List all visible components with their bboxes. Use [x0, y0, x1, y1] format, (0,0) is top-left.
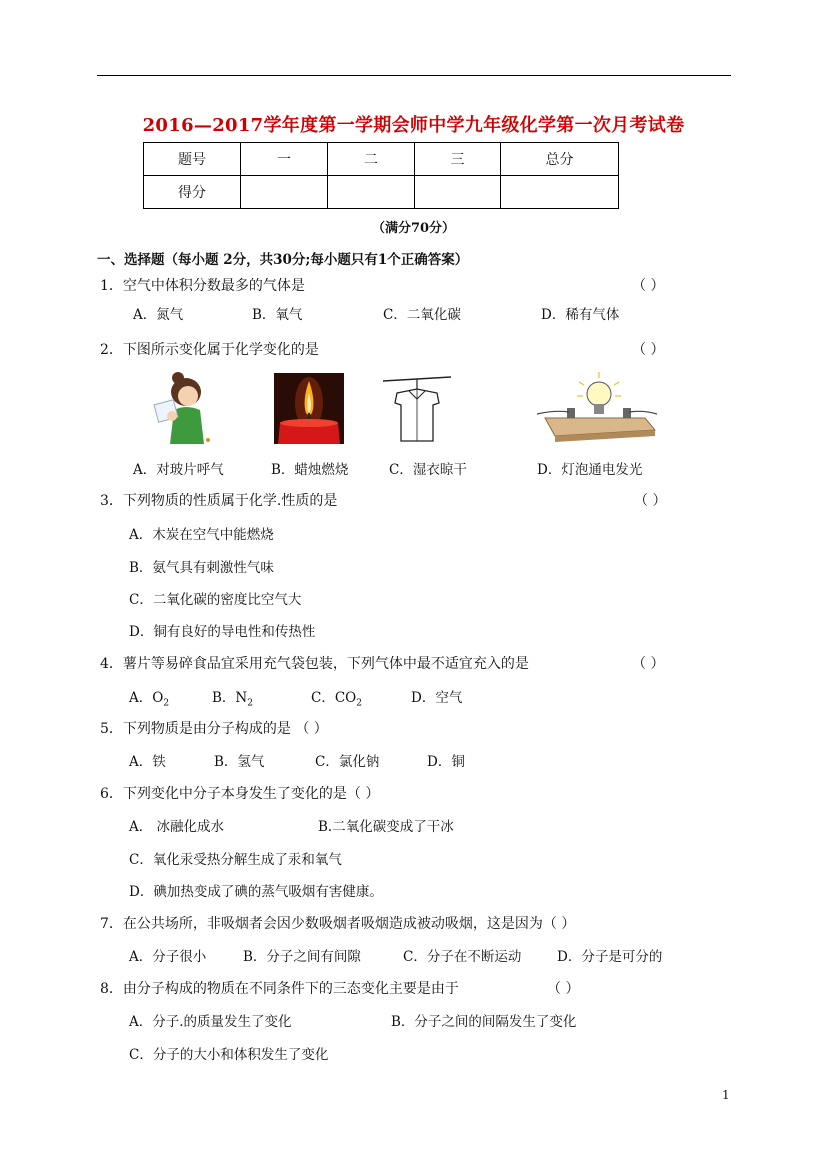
- q2-option-a: A．对玻片呼气: [133, 462, 224, 478]
- q3-option-a: A．木炭在空气中能燃烧: [129, 527, 274, 543]
- q2-option-b: B．蜡烛燃烧: [271, 462, 349, 478]
- q5-stem: 5．下列物质是由分子构成的是 （ ）: [100, 721, 328, 737]
- q4-option-a-text: A．O: [129, 690, 164, 706]
- score-cell: [415, 176, 501, 209]
- q4-option-b: [212, 686, 253, 709]
- q6-option-d: D．碘加热变成了碘的蒸气吸烟有害健康。: [129, 884, 383, 900]
- score-table-header-row: [144, 143, 619, 176]
- q4-option-d: D．空气: [411, 690, 463, 706]
- score-row-label: 得分: [144, 176, 241, 209]
- q1-answer-paren: （ ）: [632, 278, 665, 294]
- q4-option-a: [129, 686, 169, 709]
- q7-stem: 7．在公共场所，非吸烟者会因少数吸烟者吸烟造成被动吸烟，这是因为（ ）: [100, 916, 576, 932]
- q8-answer-paren: （ ）: [547, 981, 580, 997]
- score-header-cell: 二: [328, 143, 415, 176]
- q1-option-d: D．稀有气体: [541, 307, 620, 323]
- q2-stem: 2．下图所示变化属于化学变化的是: [100, 342, 319, 358]
- score-cell: [328, 176, 415, 209]
- q6-option-a: A． 冰融化成水: [129, 819, 225, 835]
- score-cell: [241, 176, 328, 209]
- q3-option-c: C．二氧化碳的密度比空气大: [129, 592, 302, 608]
- q5-option-d: D．铜: [427, 754, 465, 770]
- q5-option-c: C．氯化钠: [315, 754, 380, 770]
- q1-stem: 1．空气中体积分数最多的气体是: [100, 278, 305, 294]
- q7-option-b: B．分子之间有间隙: [243, 949, 361, 965]
- q6-option-b: B.二氧化碳变成了干冰: [318, 819, 454, 835]
- q7-option-d: D．分子是可分的: [557, 949, 663, 965]
- section-heading: 一、选择题（每小题 2分，共30分;每小题只有1个正确答案）: [97, 252, 469, 268]
- q4-option-c-text: C．CO: [311, 690, 357, 706]
- burning-candle-photo: [274, 373, 344, 444]
- q3-stem: 3．下列物质的性质属于化学.性质的是: [100, 493, 338, 509]
- header-rule: [97, 75, 731, 76]
- breathing-girl-illustration: [148, 372, 223, 444]
- light-bulb-circuit-illustration: [535, 370, 659, 442]
- drying-clothes-illustration: [379, 375, 454, 445]
- score-header-cell: 题号: [144, 143, 241, 176]
- score-cell: [501, 176, 619, 209]
- q2-option-d: D．灯泡通电发光: [537, 462, 643, 478]
- q7-option-a: A．分子很小: [129, 949, 207, 965]
- q4-answer-paren: （ ）: [632, 656, 665, 672]
- q4-option-c: [311, 686, 362, 709]
- score-header-cell: 三: [415, 143, 501, 176]
- score-table-score-row: [144, 176, 619, 209]
- score-header-cell: 一: [241, 143, 328, 176]
- q4-option-b-subscript: 2: [247, 698, 253, 709]
- q8-option-b: B．分子之间的间隔发生了变化: [391, 1014, 577, 1030]
- q6-stem: 6．下列变化中分子本身发生了变化的是（ ）: [100, 786, 380, 802]
- q1-option-c: C．二氧化碳: [383, 307, 461, 323]
- q4-option-a-subscript: 2: [163, 698, 170, 709]
- q8-stem: 8．由分子构成的物质在不同条件下的三态变化主要是由于: [100, 981, 459, 997]
- q3-option-d: D．铜有良好的导电性和传热性: [129, 624, 316, 640]
- q1-option-a: A．氮气: [133, 307, 184, 323]
- score-header-cell: 总分: [501, 143, 619, 176]
- full-score: （满分70分）: [371, 221, 456, 236]
- q3-answer-paren: （ ）: [634, 493, 667, 509]
- page-number: 1: [722, 1088, 730, 1102]
- q5-option-a: A．铁: [129, 754, 166, 770]
- q5-option-b: B．氢气: [214, 754, 265, 770]
- q8-option-a: A．分子.的质量发生了变化: [129, 1014, 292, 1030]
- q7-option-c: C．分子在不断运动: [403, 949, 522, 965]
- q2-answer-paren: （ ）: [632, 342, 665, 358]
- score-table: [143, 142, 619, 209]
- q4-stem: 4．薯片等易碎食品宜采用充气袋包装，下列气体中最不适宜充入的是: [100, 656, 529, 672]
- exam-title: 2016—2017学年度第一学期会师中学九年级化学第一次月考试卷: [142, 115, 685, 136]
- q2-option-c: C．湿衣晾干: [389, 462, 467, 478]
- q8-option-c: C．分子的大小和体积发生了变化: [129, 1047, 329, 1063]
- q4-option-b-text: B．N: [212, 690, 248, 706]
- q1-option-b: B．氧气: [252, 307, 303, 323]
- q6-option-c: C．氧化汞受热分解生成了汞和氧气: [129, 852, 342, 868]
- q3-option-b: B．氨气具有刺激性气味: [129, 560, 274, 576]
- q4-option-c-subscript: 2: [356, 698, 362, 709]
